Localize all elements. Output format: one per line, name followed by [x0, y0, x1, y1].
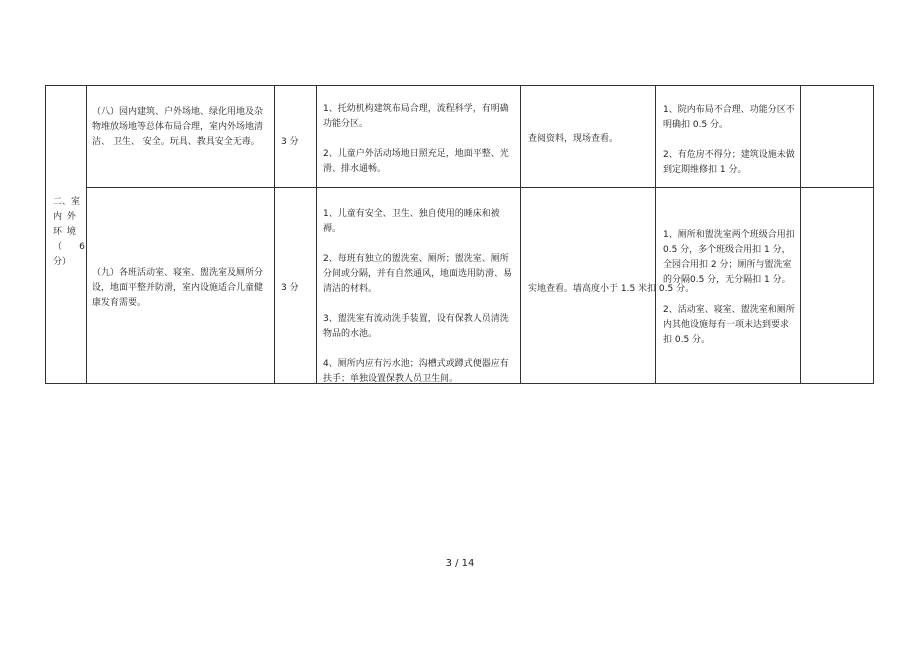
row1-criterion-2: 2、儿童户外活动场地日照充足，地面平整、光滑、排水通畅。 [323, 149, 509, 174]
category-line-1: 二、室 [53, 197, 81, 207]
row1-criteria [323, 87, 515, 186]
category-line-5: 分） [53, 257, 72, 267]
row2-score: 3 分 [281, 283, 299, 293]
category-line-3: 环 境 [53, 227, 77, 237]
col-line-5 [655, 85, 656, 384]
row2-criterion-4: 4、厕所内应有污水池；沟槽式或蹲式便器应有扶手；单独设置保教人员卫生间。 [323, 359, 509, 382]
row2-criteria [323, 192, 515, 382]
row2-deduction-2: 2、活动室、寝室、盥洗室和厕所内其他设施每有一项未达到要求扣 0.5 分。 [663, 305, 795, 345]
row2-method: 实地查看。墙高度小于 1.5 米扣 0.5 分。 [528, 284, 695, 294]
category-line-4: （ 6 [53, 242, 85, 252]
row1-item: （八）园内建筑、户外场地、绿化用地及杂物堆放场地等总体布局合理，室内外场地清洁、 卫生、 安全。玩具、教具安全无毒。 [92, 107, 264, 147]
col-line-4 [520, 85, 521, 384]
col-line-3 [316, 85, 317, 384]
col-line-1 [86, 85, 87, 384]
category-line-2: 内 外 [53, 212, 77, 222]
row1-deduction-2: 2、有危房不得分；建筑设施未做到定期维修扣 1 分。 [663, 150, 795, 175]
row2-item: （九）各班活动室、寝室、盥洗室及厕所分设，地面平整并防滑，室内设施适合儿童健康发育需要。 [92, 268, 264, 308]
row1-score: 3 分 [281, 137, 299, 147]
row1-criterion-1: 1、托幼机构建筑布局合理，流程科学，有明确功能分区。 [323, 104, 509, 129]
col-line-7 [873, 85, 874, 384]
row1-deduction-1: 1、院内布局不合理、功能分区不明确扣 0.5 分。 [663, 105, 795, 130]
row2-deduction [663, 213, 796, 381]
col-line-6 [800, 85, 801, 384]
col-line-2 [274, 85, 275, 384]
table-bottom-border [45, 383, 874, 384]
row1-method: 查阅资料，现场查看。 [528, 134, 619, 144]
row1-deduction [663, 88, 796, 187]
row2-criterion-1: 1、儿童有安全、卫生、独自使用的睡床和被褥。 [323, 209, 500, 234]
row2-criterion-3: 3、盥洗室有流动洗手装置，设有保教人员清洗物品的水池。 [323, 314, 509, 339]
row2-deduction-1: 1、厕所和盥洗室两个班级合用扣 0.5 分，多个班级合用扣 1 分，全园合用扣 2 分；厕所与盥洗室的分隔0.5 分，无分隔扣 1 分。 [663, 230, 795, 285]
row-divider [86, 187, 874, 188]
row2-criterion-2: 2、每班有独立的盥洗室、厕所；盥洗室、厕所分间或分隔，并有自然通风，地面选用防滑、易清洁的材料。 [323, 254, 513, 294]
page-number: 3 / 14 [445, 558, 475, 569]
col-line-0 [45, 85, 46, 384]
table-top-border [45, 85, 874, 86]
